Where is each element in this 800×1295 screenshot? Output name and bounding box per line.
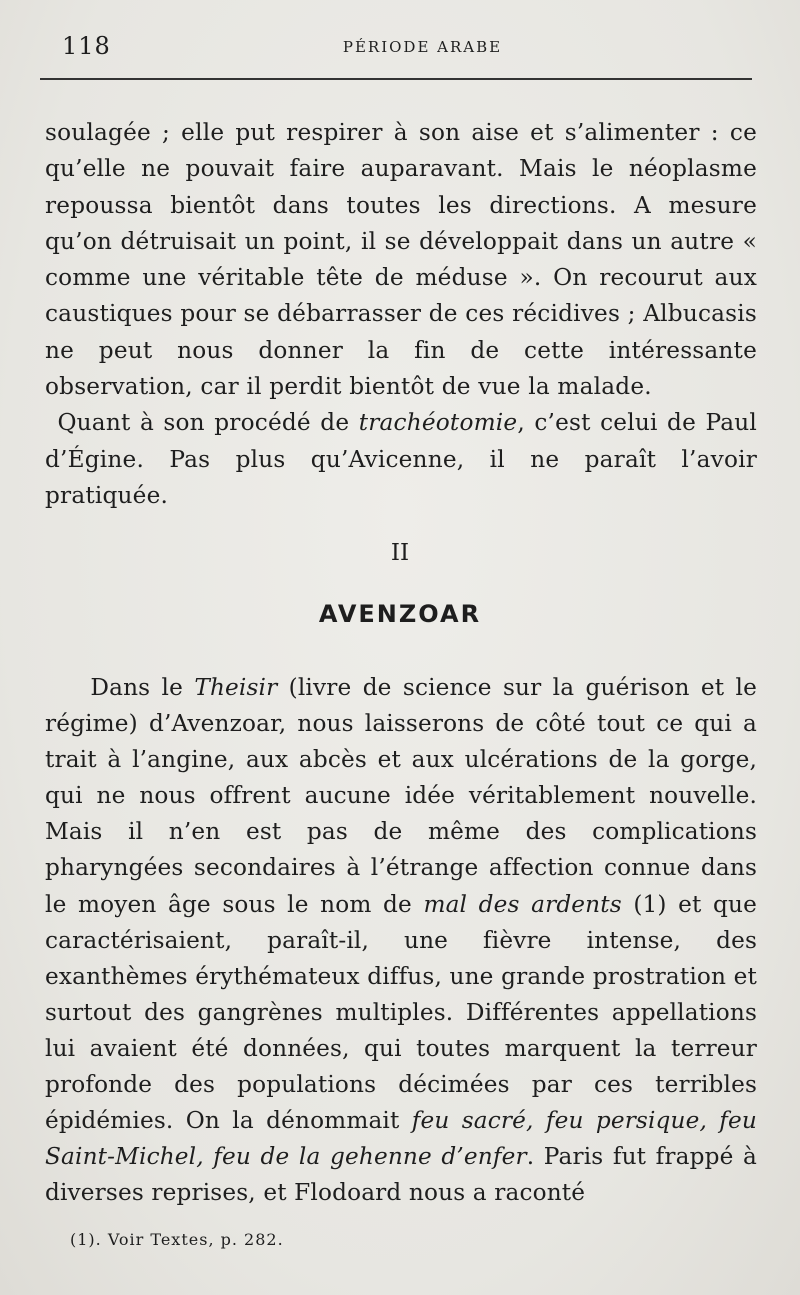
italic-title: Theisir: [194, 674, 278, 701]
page-number: 118: [62, 32, 111, 60]
footnote: (1). Voir Textes, p. 282.: [70, 1230, 284, 1249]
section-1-text: [45, 115, 757, 514]
italic-term: mal des ardents: [423, 890, 622, 918]
header-rule: [40, 78, 752, 80]
section-heading: AVENZOAR: [318, 600, 482, 628]
italic-term: feu sacré, feu persique, feu Saint-Michel, feu de la gehenne d’enfer: [45, 1107, 757, 1171]
paragraph-2: [45, 405, 757, 514]
paragraph-2-end: , c’est celui de Paul d’Égine. Pas plus qu’Avicenne, il ne paraît l’avoir pratiquée.: [45, 409, 757, 509]
text-run: . Paris fut frappé à diverses reprises, et Flodoard nous a raconté: [45, 1143, 757, 1207]
running-title: PÉRIODE ARABE: [342, 38, 503, 56]
running-head: [40, 32, 755, 68]
text-run: Dans le: [90, 674, 195, 701]
text-run: (1) et que caractérisaient, paraît-il, une fièvre intense, des exanthèmes érythémateux diffus, une grande prostration et surtout des gangrènes multiples. Différentes appellations lui avaient été données, qui toutes marquent la terreur profonde des populations décimées par ces terribles épidémies. On la dénommait: [45, 890, 757, 1135]
paragraph-3: [45, 670, 757, 1211]
text-run: (livre de science sur la guérison et le régime) d’Avenzoar, nous laisserons de côté tout ce qui a trait à l’angine, aux abcès et aux ulcérations de la gorge, qui ne nous offrent aucune idée véritablement nouvelle. Mais il n’en est pas de même des complications pharyngées secondaires à l’étrange affection connue dans le moyen âge sous le nom de: [45, 674, 757, 918]
section-number: II: [390, 540, 410, 566]
italic-term: trachéotomie: [358, 409, 518, 437]
paragraph-2-start: Quant à son procédé de: [57, 409, 359, 437]
paragraph-1: soulagée ; elle put respirer à son aise et s’alimenter : ce qu’elle ne pouvait faire auparavant. Mais le néoplasme repoussa bientôt dans toutes les directions. A mesure qu’on détruisait un point, il se développait dans un autre « comme une véritable tête de méduse ». On recourut aux caustiques pour se débarrasser de ces récidives ; Albucasis ne peut nous donner la fin de cette intéressante observation, car il perdit bientôt de vue la malade.: [45, 119, 757, 401]
section-2-text: [45, 670, 757, 1211]
